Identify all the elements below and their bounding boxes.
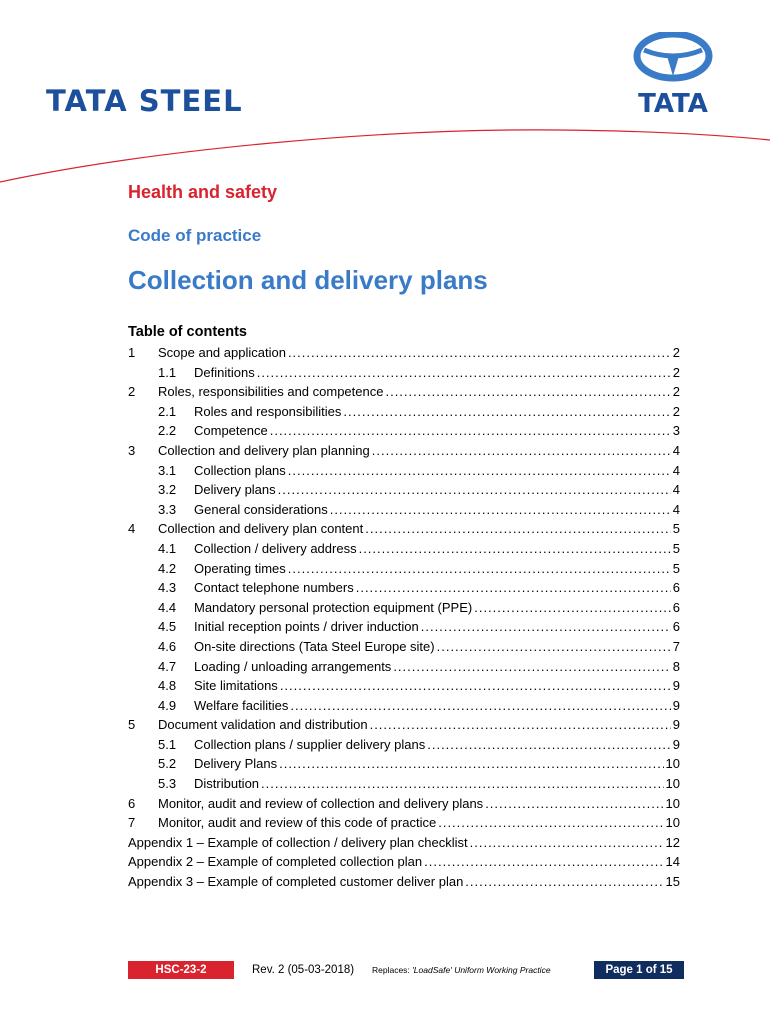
toc-entry-page: 5 (672, 560, 680, 576)
toc-entry[interactable] (128, 619, 680, 639)
toc-heading: Table of contents (128, 324, 247, 340)
document-code-badge: HSC-23-2 (128, 961, 234, 979)
toc-entry-number: 5.2 (158, 756, 177, 772)
toc-entry-title: Mandatory personal protection equipment (PPE) (194, 599, 473, 615)
toc-dot-leader (343, 404, 670, 419)
toc-dot-leader (359, 541, 671, 556)
toc-entry-page: 10 (665, 776, 680, 792)
toc-entry-title: Contact telephone numbers (194, 580, 354, 596)
toc-entry-page: 6 (672, 580, 680, 596)
table-of-contents (128, 345, 680, 894)
toc-entry-page: 10 (665, 815, 680, 831)
toc-dot-leader (356, 580, 671, 595)
toc-entry-title: Delivery Plans (194, 756, 278, 772)
toc-dot-leader (385, 384, 670, 399)
toc-entry-page: 4 (672, 501, 680, 517)
toc-dot-leader (437, 639, 671, 654)
toc-entry-number: 1.1 (158, 364, 177, 380)
toc-entry[interactable] (128, 854, 680, 874)
toc-entry-number: 6 (128, 795, 136, 811)
toc-entry[interactable] (128, 502, 680, 522)
toc-entry[interactable] (128, 345, 680, 365)
toc-dot-leader (438, 815, 663, 830)
toc-entry[interactable] (128, 835, 680, 855)
toc-entry-title: Site limitations (194, 678, 278, 694)
toc-entry-page: 3 (672, 423, 680, 439)
toc-entry-page: 6 (672, 619, 680, 635)
toc-entry-number: 5.1 (158, 736, 177, 752)
toc-entry-title: Definitions (194, 364, 255, 380)
toc-entry-title: Monitor, audit and review of collection and delivery plans (158, 795, 484, 811)
tata-emblem-logo (622, 32, 724, 116)
toc-dot-leader (365, 521, 671, 536)
toc-entry-number: 4.9 (158, 697, 177, 713)
toc-entry-number: 4.3 (158, 580, 177, 596)
toc-entry-number: 4.6 (158, 638, 177, 654)
toc-entry[interactable] (128, 580, 680, 600)
toc-entry[interactable] (128, 600, 680, 620)
toc-entry[interactable] (128, 541, 680, 561)
toc-entry-page: 4 (672, 482, 680, 498)
toc-dot-leader (288, 463, 671, 478)
toc-entry-page: 4 (672, 442, 680, 458)
toc-entry[interactable] (128, 776, 680, 796)
toc-entry-number: 4.7 (158, 658, 177, 674)
toc-entry-title: Competence (194, 423, 268, 439)
toc-entry-page: 9 (672, 717, 680, 733)
toc-entry-page: 4 (672, 462, 680, 478)
toc-entry-number: 4.8 (158, 678, 177, 694)
toc-entry-page: 8 (672, 658, 680, 674)
toc-entry-number: 3 (128, 442, 136, 458)
toc-entry-page: 2 (672, 384, 680, 400)
category-heading: Health and safety (128, 182, 278, 202)
replaces-label: Replaces: (372, 965, 410, 975)
toc-entry-page: 5 (672, 540, 680, 556)
toc-dot-leader (279, 756, 663, 771)
toc-entry-number: 3.3 (158, 501, 177, 517)
toc-entry-page: 14 (665, 854, 680, 870)
toc-entry-title: Collection and delivery plan planning (158, 442, 370, 458)
header-swoosh-decoration (0, 120, 770, 190)
toc-entry-page: 2 (672, 345, 680, 360)
toc-entry-page: 10 (665, 756, 680, 772)
toc-entry[interactable] (128, 384, 680, 404)
toc-entry-page: 9 (672, 678, 680, 694)
toc-dot-leader (261, 776, 664, 791)
toc-entry-number: 5 (128, 717, 136, 733)
toc-entry-page: 2 (672, 364, 680, 380)
toc-entry[interactable] (128, 737, 680, 757)
toc-entry[interactable] (128, 874, 680, 894)
toc-entry-title: Appendix 2 – Example of completed collection plan (128, 854, 423, 870)
toc-entry-title: Roles and responsibilities (194, 403, 342, 419)
toc-entry-title: Collection plans (194, 462, 286, 478)
toc-entry-number: 3.1 (158, 462, 177, 478)
toc-dot-leader (288, 561, 671, 576)
toc-dot-leader (290, 698, 670, 713)
toc-entry[interactable] (128, 521, 680, 541)
toc-entry-page: 9 (672, 736, 680, 752)
toc-entry-title: Distribution (194, 776, 260, 792)
toc-entry-title: Roles, responsibilities and competence (158, 384, 384, 400)
toc-dot-leader (427, 737, 671, 752)
toc-dot-leader (424, 854, 663, 869)
toc-entry[interactable] (128, 678, 680, 698)
tata-steel-logo: TATA STEEL (46, 84, 243, 118)
toc-entry-number: 4.2 (158, 560, 177, 576)
toc-entry-number: 4.5 (158, 619, 177, 635)
toc-entry[interactable] (128, 815, 680, 835)
toc-entry[interactable] (128, 365, 680, 385)
toc-dot-leader (393, 659, 670, 674)
toc-dot-leader (474, 600, 671, 615)
toc-entry-number: 2 (128, 384, 136, 400)
toc-dot-leader (470, 835, 664, 850)
toc-entry-title: Welfare facilities (194, 697, 289, 713)
toc-entry-title: Appendix 3 – Example of completed customer deliver plan (128, 874, 464, 890)
toc-dot-leader (370, 717, 671, 732)
toc-entry-title: Document validation and distribution (158, 717, 368, 733)
toc-entry-title: Collection and delivery plan content (158, 521, 364, 537)
replaces-value: 'LoadSafe' Uniform Working Practice (412, 965, 551, 975)
toc-dot-leader (485, 796, 663, 811)
toc-entry-page: 7 (672, 638, 680, 654)
toc-entry[interactable] (128, 698, 680, 718)
replaces-note (372, 965, 582, 975)
toc-entry-page: 12 (665, 834, 680, 850)
toc-entry-title: General considerations (194, 501, 328, 517)
toc-entry-title: Delivery plans (194, 482, 276, 498)
subcategory-heading: Code of practice (128, 226, 262, 245)
toc-entry-title: Monitor, audit and review of this code of practice (158, 815, 437, 831)
toc-entry-title: Initial reception points / driver induction (194, 619, 419, 635)
toc-entry[interactable] (128, 423, 680, 443)
page-number-badge: Page 1 of 15 (594, 961, 684, 979)
toc-entry-page: 2 (672, 403, 680, 419)
toc-entry[interactable] (128, 482, 680, 502)
toc-entry-number: 4.4 (158, 599, 177, 615)
toc-entry-title: Scope and application (158, 345, 286, 360)
toc-entry-title: Collection plans / supplier delivery plans (194, 736, 426, 752)
toc-entry-title: Appendix 1 – Example of collection / delivery plan checklist (128, 834, 468, 850)
toc-entry[interactable] (128, 443, 680, 463)
page-footer (128, 961, 684, 979)
toc-dot-leader (421, 619, 671, 634)
toc-entry-number: 7 (128, 815, 136, 831)
toc-entry[interactable] (128, 404, 680, 424)
toc-entry-number: 2.1 (158, 403, 177, 419)
toc-entry[interactable] (128, 463, 680, 483)
toc-entry[interactable] (128, 796, 680, 816)
toc-entry-number: 2.2 (158, 423, 177, 439)
toc-entry-title: Loading / unloading arrangements (194, 658, 392, 674)
toc-dot-leader (372, 443, 671, 458)
tata-emblem-text: TATA (638, 89, 708, 116)
toc-entry-number: 4.1 (158, 540, 177, 556)
toc-entry-title: Operating times (194, 560, 286, 576)
toc-entry-page: 9 (672, 697, 680, 713)
toc-entry-page: 6 (672, 599, 680, 615)
toc-entry[interactable] (128, 561, 680, 581)
toc-entry[interactable] (128, 756, 680, 776)
toc-dot-leader (280, 678, 671, 693)
toc-dot-leader (270, 423, 671, 438)
toc-entry-title: Collection / delivery address (194, 540, 357, 556)
revision-label: Rev. 2 (05-03-2018) (252, 964, 355, 976)
toc-entry-number: 1 (128, 345, 136, 360)
toc-entry[interactable] (128, 659, 680, 679)
toc-entry-number: 3.2 (158, 482, 177, 498)
toc-entry[interactable] (128, 639, 680, 659)
toc-dot-leader (278, 482, 671, 497)
toc-dot-leader (330, 502, 671, 517)
toc-entry-page: 15 (665, 874, 680, 890)
toc-dot-leader (257, 365, 671, 380)
toc-entry[interactable] (128, 717, 680, 737)
toc-entry-number: 5.3 (158, 776, 177, 792)
toc-entry-title: On-site directions (Tata Steel Europe site) (194, 638, 435, 654)
toc-entry-number: 4 (128, 521, 136, 537)
toc-entry-page: 5 (672, 521, 680, 537)
document-title: Collection and delivery plans (128, 265, 488, 295)
toc-entry-page: 10 (665, 795, 680, 811)
toc-dot-leader (288, 345, 671, 360)
toc-dot-leader (465, 874, 663, 889)
